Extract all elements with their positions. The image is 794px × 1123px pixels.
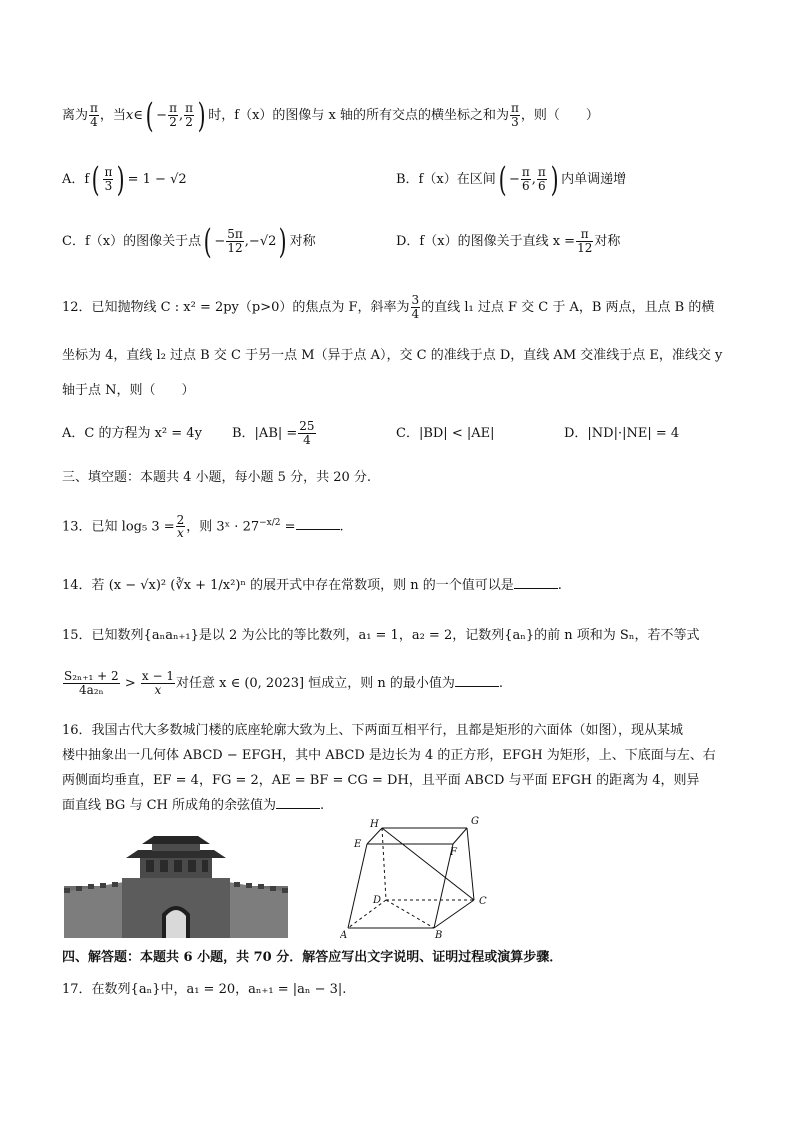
label-a: A <box>340 930 348 940</box>
q11-comma: , <box>178 108 184 123</box>
q12-text-1a: 12．已知抛物线 C : x² = 2py（p>0）的焦点为 F，斜率为 <box>62 300 410 315</box>
q13-post: = <box>280 519 296 535</box>
q11-d-post: 对称 <box>594 234 621 249</box>
q13-mid: ，则 3ˣ · 27 <box>186 519 260 535</box>
city-gate-photo <box>64 834 288 938</box>
q12-b-frac: $\frac{25}{4}$ <box>299 419 315 447</box>
q11-c-pre: C．f（x）的图像关于点 <box>62 234 202 249</box>
q16-line-2: 楼中抽象出一几何体 ABCD − EFGH，其中 ABCD 是边长为 4 的正方形，EFGH 为矩形，上、下底面与左、右 <box>62 748 716 763</box>
q15-line-2 <box>62 662 503 706</box>
q13-frac: $\frac{2}{x}$ <box>176 512 185 541</box>
q13-exponent: −x/2 <box>259 518 281 528</box>
q11-c-neg: − <box>214 234 226 249</box>
q11-b-pre: B．f（x）在区间 <box>396 172 496 187</box>
section-4-heading: 四、解答题：本题共 6 小题，共 70 分．解答应写出文字说明、证明过程或演算步骤． <box>62 950 563 965</box>
q14-line <box>62 566 562 606</box>
hexahedron-figure <box>340 814 500 940</box>
q11-b-rparen: ) <box>550 159 559 200</box>
q12-line-3: 轴于点 N，则（ ） <box>62 383 195 398</box>
q14-answer-blank[interactable] <box>514 578 558 589</box>
q15-text-2: 对任意 x ∈ (0, 2023] 恒成立，则 n 的最小值为 <box>175 676 455 691</box>
q12-line-2: 坐标为 4，直线 l₂ 过点 B 交 C 于另一点 M（异于点 A），交 C 的准线于点 D，直线 AM 交准线于点 E，准线交 y <box>62 348 723 363</box>
q11-var-x: x <box>125 108 134 123</box>
q11-option-a <box>62 160 187 200</box>
q16-line-1: 16．我国古代大多数城门楼的底座轮廓大致为上、下两面互相平行，且都是矩形的六面体（如图），现从某城 <box>62 723 684 738</box>
q12-option-b <box>232 416 317 452</box>
q11-frac-2: $\frac{\pi}{2}$ <box>169 101 177 129</box>
q14-pre: 14．若 <box>62 578 105 593</box>
q12-text-1b: 的直线 l₁ 过点 F 交 C 于 A，B 两点，且点 B 的横 <box>421 300 715 315</box>
q11-a-lparen: ( <box>91 159 100 200</box>
q14-end: . <box>557 578 562 593</box>
q15-frac-1: $\frac{\text{S₂ₙ₊₁ + 2}}{\text{4a₂ₙ}}$ <box>64 669 119 697</box>
q16-line-4 <box>62 796 324 816</box>
q16-text-4: 面直线 BG 与 CH 所成角的余弦值为 <box>62 798 276 813</box>
q12-slope-frac: $\frac{3}{4}$ <box>411 293 420 321</box>
q11-b-post: 内单调递增 <box>561 172 627 187</box>
q12-option-d: D．|ND|·|NE| = 4 <box>564 426 680 441</box>
q11-frac-1: $\frac{\pi}{4}$ <box>90 101 98 129</box>
q15-frac-2: $\frac{x - 1}{x}$ <box>141 669 174 697</box>
q12-option-a: A．C 的方程为 x² = 4y <box>62 426 202 441</box>
q11-frac-3: $\frac{\pi}{2}$ <box>185 101 193 129</box>
q11-text-6: f（x）的图像与 x 轴的所有交点的横坐标之和为 <box>234 108 510 123</box>
q11-in: ∈ <box>133 108 143 123</box>
q11-option-d <box>396 222 620 262</box>
q16-end: . <box>320 798 325 813</box>
q11-b-frac1: $\frac{\pi}{6}$ <box>521 165 530 193</box>
q11-b-frac2: $\frac{\pi}{6}$ <box>537 165 546 193</box>
label-h: H <box>370 819 379 830</box>
q13-end: . <box>339 519 344 535</box>
q17-line: 17．在数列{aₙ}中，a₁ = 20，aₙ₊₁ = |aₙ − 3|. <box>62 982 347 997</box>
label-e: E <box>354 839 362 850</box>
q11-frac-4: $\frac{\pi}{3}$ <box>511 101 519 129</box>
q11-c-lparen: ( <box>203 221 212 262</box>
q11-a-post: = 1 − √2 <box>127 172 187 187</box>
q11-text-1: 离为 <box>62 108 89 123</box>
q11-c-post2: 对称 <box>289 234 316 249</box>
q11-option-c <box>62 222 316 262</box>
section-3-heading: 三、填空题：本题共 4 小题，每小题 5 分，共 20 分. <box>62 470 372 485</box>
q11-open-paren: ( <box>145 95 154 136</box>
q16-answer-blank[interactable] <box>276 798 320 809</box>
q11-text-2: ，当 <box>99 108 126 123</box>
q11-option-b: B．f（x）在区间( − $\frac{\pi}{6}$ , $\frac{\pi}{6}$ ) 内单调递增 <box>396 159 627 200</box>
q11-c-rparen: ) <box>279 221 288 262</box>
q12-b-pre: B．|AB| = <box>232 426 298 441</box>
label-c: C <box>479 896 487 907</box>
q11-d-frac: $\frac{\pi}{12}$ <box>577 227 593 255</box>
q15-line-1: 15．已知数列{aₙaₙ₊₁}是以 2 为公比的等比数列，a₁ = 1，a₂ = 2，记数列{aₙ}的前 n 项和为 Sₙ，若不等式 <box>62 628 700 643</box>
q11-neg: − <box>156 108 168 123</box>
q12-line-1 <box>62 288 714 328</box>
q15-gt: > <box>124 676 136 691</box>
q11-a-rparen: ) <box>117 159 125 200</box>
q13-answer-blank[interactable] <box>296 519 340 530</box>
q11-text-7: ，则（ ） <box>520 108 599 123</box>
label-f: F <box>450 847 457 858</box>
label-d: D <box>373 895 382 906</box>
q11-a-frac: $\frac{\pi}{3}$ <box>104 165 113 193</box>
q11-d-pre: D．f（x）的图像关于直线 x = <box>396 234 576 249</box>
q11-a-pre: A．f <box>62 172 90 187</box>
q14-expression: (x − √x)² (∛x + 1/x²)ⁿ <box>108 578 247 593</box>
q13-line <box>62 503 344 543</box>
q11-b-lparen: ( <box>498 159 507 200</box>
q15-answer-blank[interactable] <box>455 676 499 687</box>
q11-c-post1: ,−√2 <box>244 234 277 249</box>
q12-option-c: C．|BD| < |AE| <box>396 426 495 441</box>
q11-text-5: 时， <box>208 108 235 123</box>
q11-c-frac: $\frac{5\pi}{12}$ <box>227 227 243 255</box>
label-g: G <box>471 816 479 827</box>
q14-post: 的展开式中存在常数项，则 n 的一个值可以是 <box>250 578 514 593</box>
q11-stem-line <box>62 96 599 136</box>
q15-end: . <box>498 676 503 691</box>
q11-close-paren: ) <box>197 95 206 136</box>
q11-b-neg: − <box>508 172 520 187</box>
q13-pre: 13．已知 log₅ 3 = <box>62 519 175 535</box>
q16-line-3: 两侧面均垂直，EF = 4，FG = 2，AE = BF = CG = DH，且平面 ABCD 与平面 EFGH 的距离为 4，则异 <box>62 773 700 788</box>
label-b: B <box>435 930 443 940</box>
